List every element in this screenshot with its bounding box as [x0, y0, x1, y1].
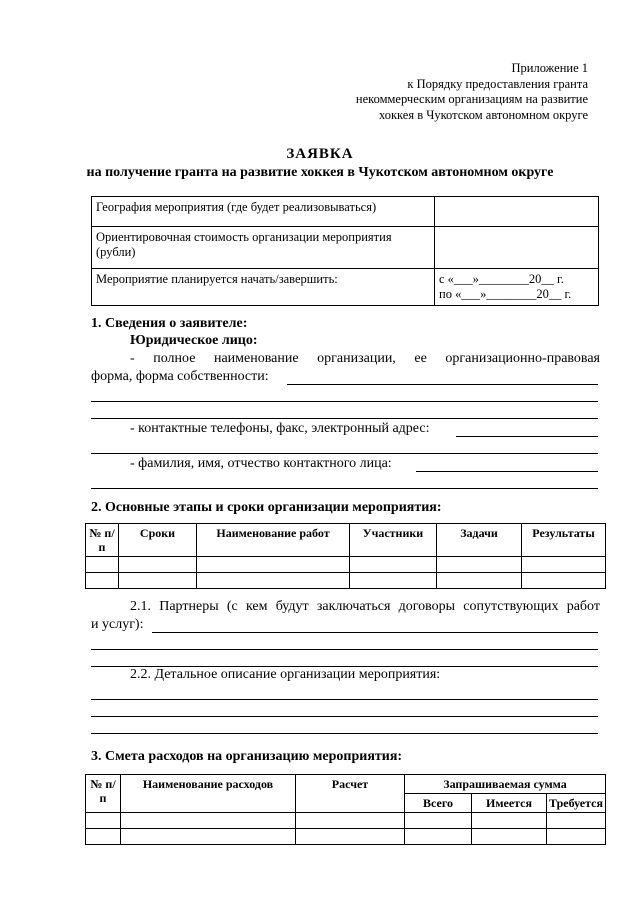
contact-person-field[interactable]: [416, 471, 598, 472]
col-required: Требуется: [547, 794, 606, 813]
section-2-heading: 2. Основные этапы и сроки организации мероприятия:: [91, 500, 442, 515]
col-terms: Сроки: [119, 524, 197, 557]
org-form-label: форма, форма собственности:: [91, 369, 269, 384]
col-available: Имеется: [472, 794, 547, 813]
geography-label: География мероприятия (где будет реализовываться): [92, 197, 435, 227]
partners-field-line[interactable]: [91, 649, 598, 650]
date-to: по «___»________20__ г.: [439, 287, 572, 301]
section-3-heading: 3. Смета расходов на организацию мероприятия:: [91, 749, 403, 764]
table-row: [86, 813, 606, 829]
col-tasks: Задачи: [437, 524, 522, 557]
cost-value[interactable]: [435, 227, 599, 269]
col-works: Наименование работ: [197, 524, 350, 557]
legal-entity-heading: Юридическое лицо:: [130, 333, 258, 348]
col-expense-name: Наименование расходов: [121, 775, 296, 813]
col-number: № п/п: [86, 775, 121, 813]
col-calculation: Расчет: [296, 775, 405, 813]
partners-label: 2.1. Партнеры (с кем будут заключаться договоры сопутствующих работ: [130, 599, 600, 614]
geography-value[interactable]: [435, 197, 599, 227]
date-from: с «___»________20__ г.: [439, 272, 564, 286]
cost-label: Ориентировочная стоимость организации мероприятия (рубли): [92, 227, 435, 269]
dates-label: Мероприятие планируется начать/завершить:: [92, 269, 435, 306]
section-1-heading: 1. Сведения о заявителе:: [91, 316, 248, 331]
event-info-table: [91, 196, 599, 306]
document-title: ЗАЯВКА: [286, 146, 354, 162]
org-form-field-line[interactable]: [91, 401, 598, 402]
col-results: Результаты: [522, 524, 606, 557]
col-number: № п/п: [86, 524, 119, 557]
contacts-field[interactable]: [456, 436, 598, 437]
appendix-line: хоккея в Чукотском автономном округе: [378, 107, 588, 122]
appendix-line: Приложение 1: [511, 61, 588, 75]
appendix-line: к Порядку предоставления гранта: [407, 76, 588, 91]
budget-table: [85, 774, 606, 845]
col-total: Всего: [405, 794, 472, 813]
org-form-field-line[interactable]: [91, 418, 598, 419]
col-requested-amount: Запрашиваемая сумма: [405, 775, 606, 794]
contacts-label: - контактные телефоны, факс, электронный адрес:: [130, 421, 430, 436]
contact-person-label: - фамилия, имя, отчество контактного лица:: [130, 456, 392, 471]
partners-field[interactable]: [152, 632, 598, 633]
table-row: [86, 573, 606, 589]
description-label: 2.2. Детальное описание организации мероприятия:: [130, 667, 441, 682]
document-subtitle: на получение гранта на развитие хоккея в Чукотском автономном округе: [86, 165, 554, 180]
description-field-line[interactable]: [91, 716, 598, 717]
stages-table: [85, 523, 606, 589]
contacts-field-line[interactable]: [91, 453, 598, 454]
description-field-line[interactable]: [91, 699, 598, 700]
org-name-label: - полное наименование организации, ее организационно-правовая: [130, 351, 600, 366]
partners-label-cont: и услуг):: [91, 617, 144, 632]
table-row: [86, 829, 606, 845]
contact-person-field-line[interactable]: [91, 488, 598, 489]
appendix-line: некоммерческим организациям на развитие: [355, 92, 588, 106]
dates-value[interactable]: [435, 269, 599, 306]
appendix-note: [340, 61, 588, 123]
description-field-line[interactable]: [91, 733, 598, 734]
table-row: [86, 557, 606, 573]
org-form-field[interactable]: [287, 384, 598, 385]
col-participants: Участники: [350, 524, 437, 557]
